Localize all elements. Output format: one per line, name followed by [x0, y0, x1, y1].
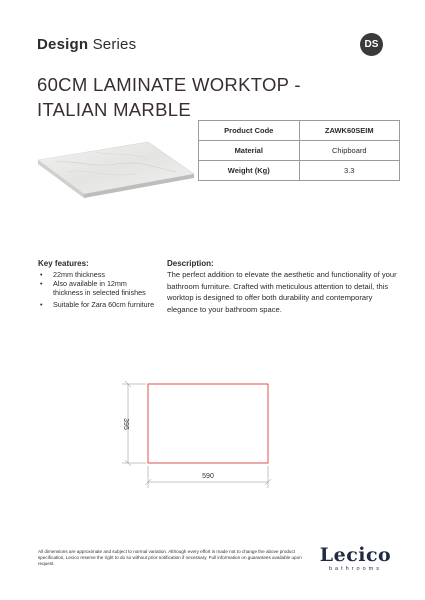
spec-label: Weight (Kg)	[199, 161, 300, 181]
ds-badge-icon: DS	[360, 33, 383, 56]
footer-disclaimer: All dimensions are approximate and subject to normal variation. Although every effort is made not to change the above product specification, Lecico reserve the right to do so without prior notification if necessary. Full information on guarantees available upon request.	[38, 549, 302, 566]
spec-table	[198, 120, 400, 181]
lecico-logo	[318, 546, 393, 572]
logo-sub: bathrooms	[329, 566, 382, 572]
worktop-outline	[148, 384, 268, 463]
width-dimension-label: 590	[202, 473, 214, 480]
height-dimension-label: 395	[122, 418, 129, 430]
description-heading: Description:	[167, 259, 214, 268]
spec-label: Product Code	[199, 121, 300, 141]
logo-main: Lecico	[319, 544, 392, 566]
series-heading-bold: Design	[37, 36, 89, 53]
worktop-product-image	[36, 138, 196, 200]
list-item: • Also available in 12mm thickness in selected finishes	[38, 279, 158, 297]
key-features-list	[38, 270, 158, 308]
spec-value: 3.3	[299, 161, 400, 181]
spec-row	[199, 121, 400, 141]
product-title	[37, 72, 301, 122]
series-heading	[37, 36, 136, 53]
dimension-diagram	[110, 370, 290, 495]
key-features-heading: Key features:	[38, 259, 89, 268]
spec-value: ZAWK60SEIM	[299, 121, 400, 141]
spec-row	[199, 161, 400, 181]
list-item: • Suitable for Zara 60cm furniture	[38, 302, 158, 308]
product-title-line1: 60CM LAMINATE WORKTOP -	[37, 74, 301, 95]
spec-value: Chipboard	[299, 141, 400, 161]
spec-label: Material	[199, 141, 300, 161]
product-title-line2: ITALIAN MARBLE	[37, 99, 191, 120]
spec-row	[199, 141, 400, 161]
list-item: • 22mm thickness	[38, 270, 158, 279]
description-text: The perfect addition to elevate the aesthetic and functionality of your bathroom furniture. Crafted with meticulous attention to detail, this worktop is designed to offer both durability and contemporary elegance to your bathroom space.	[167, 270, 397, 314]
series-heading-rest: Series	[88, 36, 137, 53]
